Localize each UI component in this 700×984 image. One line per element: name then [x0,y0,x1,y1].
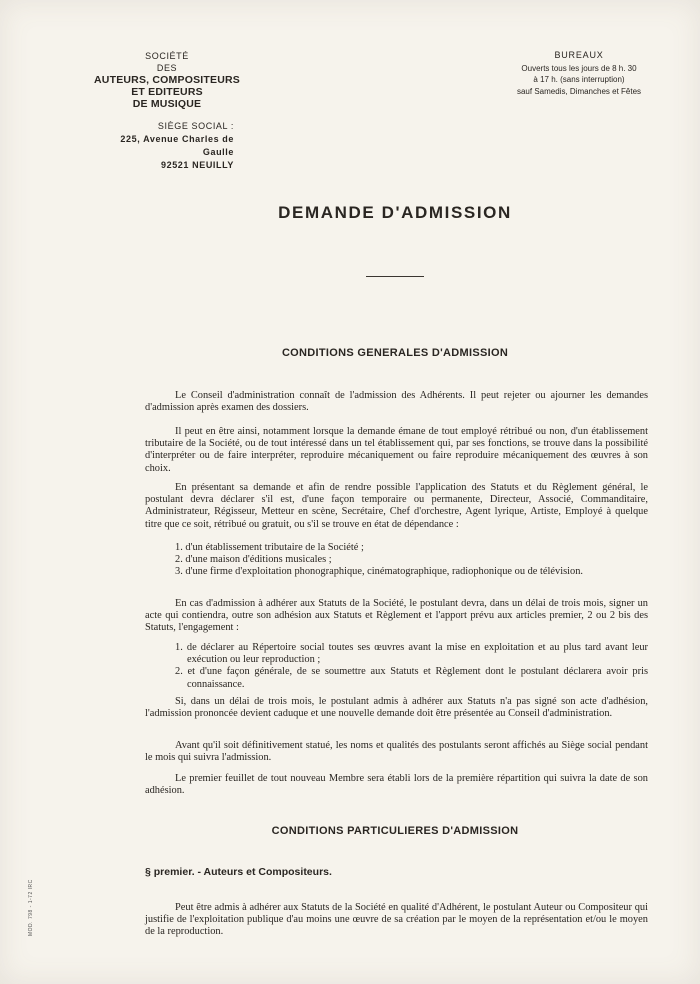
office-hours [514,50,644,97]
society-letterhead [92,50,242,172]
commitment-list [175,642,648,691]
subsection-authors-composers: § premier. - Auteurs et Compositeurs. [145,866,332,878]
title-divider [366,276,424,277]
paragraph-8: Peut être admis à adhérer aux Statuts de la Société en qualité d'Adhérent, le postulant Auteur ou Compositeur qui justifie de l'exploitation publique d'au moins une œuvre de sa création par le moyen de la représentation et/ou le moyen de la reproduction. [145,902,648,938]
list-item: 1. d'un établissement tributaire de la Société ; [175,542,364,553]
paragraph-5: Si, dans un délai de trois mois, le postulant admis à adhérer aux Statuts n'a pas signé son acte d'adhésion, l'admission prononcée devient caduque et une nouvelle demande doit être présentée au Conseil d'administration. [145,696,648,720]
office-hours-title: BUREAUX [554,50,604,60]
section-general-conditions: CONDITIONS GENERALES D'ADMISSION [281,347,509,359]
paragraph-7: Le premier feuillet de tout nouveau Membre sera établi lors de la première répartition qui suivra la date de son adhésion. [145,773,648,797]
list-item: 1. de déclarer au Répertoire social toutes ses œuvres avant la mise en exploitation et au plus tard avant leur exécution ou leur reproduction ; [175,642,648,666]
paragraph-4: En cas d'admission à adhérer aux Statuts de la Société, le postulant devra, dans un délai de trois mois, signer un acte qui contiendra, outre son adhésion aux Statuts et Règlement et l'apport prévu aux articles premier, 2 ou 2 bis des Statuts, l'engagement : [145,598,648,634]
letterhead-line-1: SOCIÉTÉ [145,51,189,61]
list-item: 3. d'une firme d'exploitation phonographique, cinématographique, radiophonique ou de télévision. [175,566,584,578]
head-office-street: 225, Avenue Charles de Gaulle [120,134,234,157]
paragraph-1: Le Conseil d'administration connaît de l'admission des Adhérents. Il peut rejeter ou ajourner les demandes d'admission après examen des dossiers. [145,390,648,414]
form-reference-code: MOD. 798 - 1-72 IRC [28,879,34,936]
list-item: 2. et d'une façon générale, de se soumettre aux Statuts et Règlement dont le postulant déclarera avoir pris connaissance. [175,666,648,690]
paragraph-6: Avant qu'il soit définitivement statué, les noms et qualités des postulants seront affichés au Siège social pendant le mois qui suivra l'admission. [145,740,648,764]
document-title: DEMANDE D'ADMISSION [278,203,512,222]
section-particular-conditions: CONDITIONS PARTICULIERES D'ADMISSION [271,825,519,837]
paragraph-3: En présentant sa demande et afin de rendre possible l'application des Statuts et du Règlement général, le postulant devra déclarer s'il est, d'une façon temporaire ou permanente, Directeur, Associé, Commanditaire, Administrateur, Régisseur, Metteur en scène, Secrétaire, Chef d'orchestre, Agent lyrique, Artiste, Employé à quelque titre que ce soit, rétribué ou gratuit, ou s'il se trouve en état de dépendance : [145,482,648,530]
office-hours-line-1: Ouverts tous les jours de 8 h. 30 [521,63,637,73]
head-office-block [92,120,242,172]
head-office-city: 92521 NEUILLY [160,160,234,170]
list-item: 2. d'une maison d'éditions musicales ; [175,554,332,566]
dependency-list [175,542,648,579]
letterhead-line-4: DE MUSIQUE [132,98,202,110]
head-office-label: SIÈGE SOCIAL : [157,121,234,131]
letterhead-society-name: AUTEURS, COMPOSITEURS ET EDITEURS [94,74,240,98]
letterhead-line-2: DES [156,63,178,73]
paragraph-2: Il peut en être ainsi, notamment lorsque la demande émane de tout employé rétribué ou non, d'un établissement tributaire de la Société, ou de tout intéressé dans un tel établissement qui, par ses fonctions, se trouve dans la possibilité d'interpréter ou de faire interpréter, reproduire mécaniquement ou faire reproduire mécaniquement des œuvres à son choix. [145,426,648,474]
office-hours-line-3: sauf Samedis, Dimanches et Fêtes [516,86,642,96]
office-hours-line-2: à 17 h. (sans interruption) [533,75,625,84]
